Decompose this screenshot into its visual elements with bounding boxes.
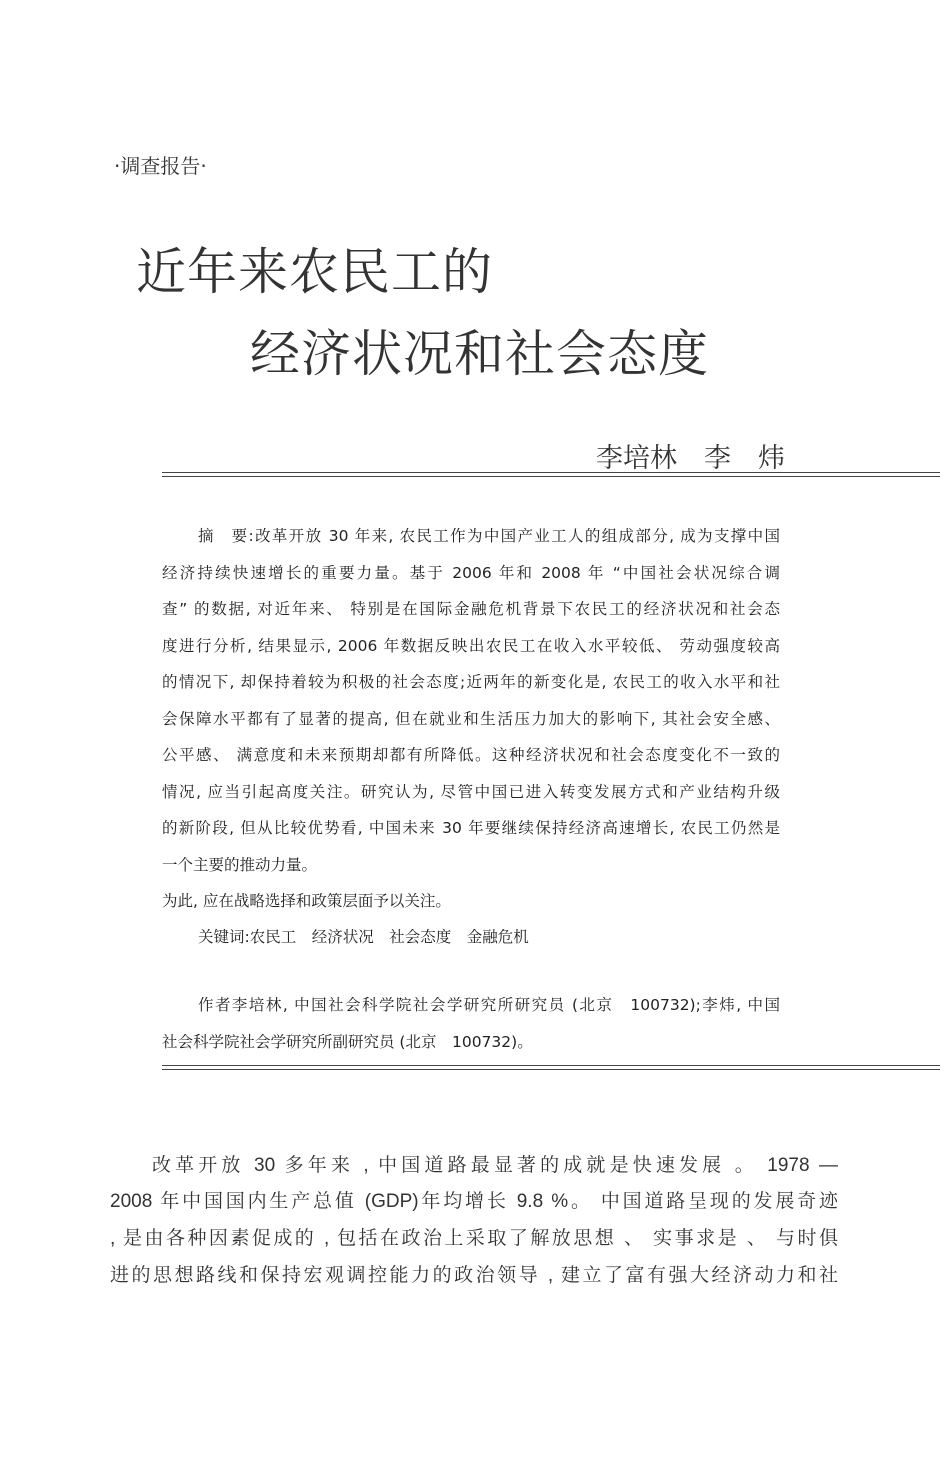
body-line: 改革开放 30 多年来 , 中国道路最显著的成就是快速发展 。 1978 — bbox=[152, 1155, 838, 1176]
abstract-line: 为此, 应在战略选择和政策层面予以关注。 bbox=[162, 892, 451, 910]
bottom-double-rule bbox=[162, 1065, 940, 1070]
section-label: ·调查报告· bbox=[114, 154, 207, 178]
body-line: 进的思想路线和保持宏观调控能力的政治领导 , 建立了富有强大经济动力和社 bbox=[110, 1265, 838, 1286]
abstract-line: 摘 要:改革开放 30 年来, 农民工作为中国产业工人的组成部分, 成为支撑中国 bbox=[198, 527, 780, 545]
keywords: 关键词:农民工 经济状况 社会态度 金融危机 bbox=[198, 928, 529, 946]
body-line: , 是由各种因素促成的 , 包括在政治上采取了解放思想 、 实事求是 、 与时俱 bbox=[110, 1228, 838, 1249]
authors: 李培林 李 炜 bbox=[596, 443, 785, 474]
abstract-line: 会保障水平都有了显著的提高, 但在就业和生活压力加大的影响下, 其社会安全感、 bbox=[162, 710, 780, 728]
body-line: 2008 年中国国内生产总值 (GDP)年均增长 9.8 %。 中国道路呈现的发展奇迹 bbox=[110, 1191, 838, 1212]
abstract-line: 一个主要的推动力量。 bbox=[162, 856, 318, 874]
top-double-rule bbox=[162, 472, 940, 477]
abstract-line: 查” 的数据, 对近年来、 特别是在国际金融危机背景下农民工的经济状况和社会态 bbox=[162, 600, 780, 618]
abstract-line: 度进行分析, 结果显示, 2006 年数据反映出农民工在收入水平较低、 劳动强度较高 bbox=[162, 637, 780, 655]
abstract-line: 的新阶段, 但从比较优势看, 中国未来 30 年要继续保持经济高速增长, 农民工仍然是 bbox=[162, 819, 780, 837]
title-line-2: 经济状况和社会态度 bbox=[250, 325, 709, 383]
abstract-line: 经济持续快速增长的重要力量。基于 2006 年和 2008 年 “中国社会状况综合调 bbox=[162, 564, 780, 582]
author-note-line: 作者李培林, 中国社会科学院社会学研究所研究员 (北京 100732);李炜, 中国 bbox=[198, 996, 780, 1014]
author-note-line: 社会科学院社会学研究所副研究员 (北京 100732)。 bbox=[162, 1033, 533, 1051]
abstract-line: 公平感、 满意度和未来预期却都有所降低。这种经济状况和社会态度变化不一致的 bbox=[162, 746, 780, 764]
abstract-line: 情况, 应当引起高度关注。研究认为, 尽管中国已进入转变发展方式和产业结构升级 bbox=[162, 783, 780, 801]
abstract-line: 的情况下, 却保持着较为积极的社会态度;近两年的新变化是, 农民工的收入水平和社 bbox=[162, 673, 780, 691]
title-line-1: 近年来农民工的 bbox=[136, 243, 493, 301]
